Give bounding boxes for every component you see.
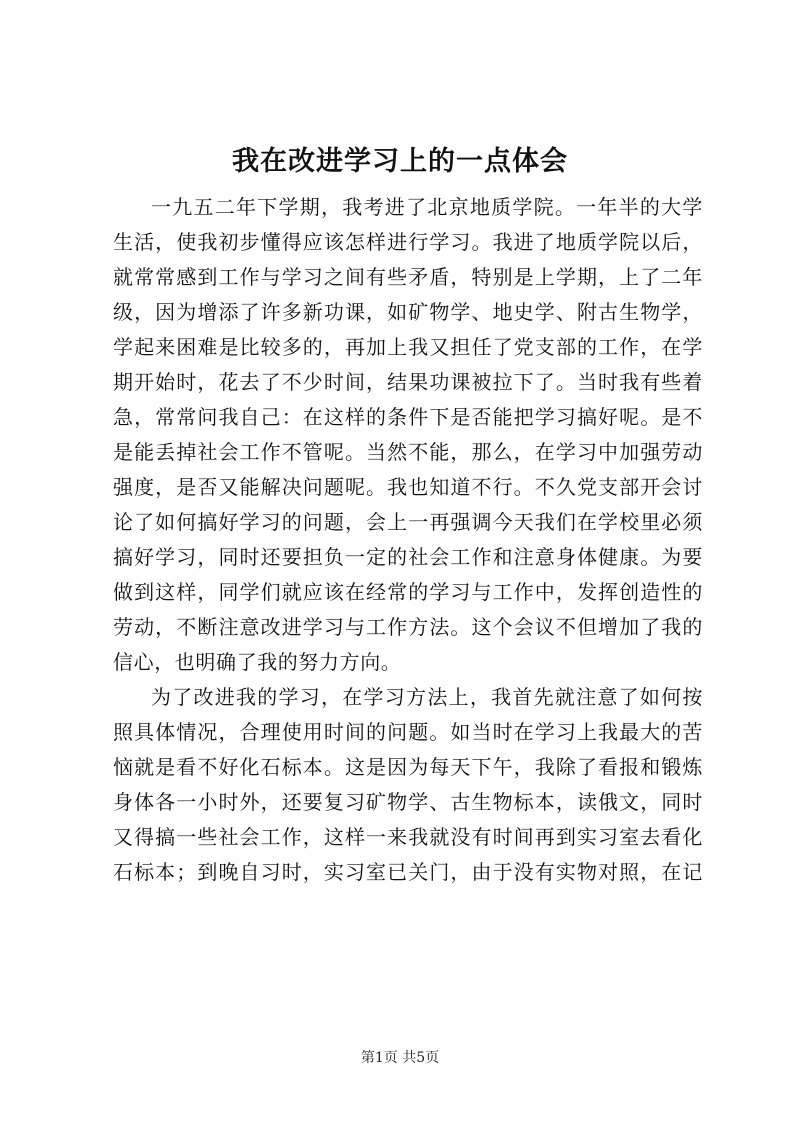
text-line: 身体各一小时外，还要复习矿物学、古生物标本，读俄文，同时 <box>113 790 703 814</box>
text-line: 学起来困难是比较多的，再加上我又担任了党支部的工作，在学 <box>113 335 703 359</box>
text-line: 做到这样，同学们就应该在经常的学习与工作中，发挥创造性的 <box>113 580 703 604</box>
text-line: 为了改进我的学习，在学习方法上，我首先就注意了如何按 <box>151 685 703 709</box>
text-line: 级，因为增添了许多新功课，如矿物学、地史学、附古生物学， <box>113 300 703 324</box>
text-line: 生活，使我初步懂得应该怎样进行学习。我进了地质学院以后， <box>113 230 703 254</box>
document-title: 我在改进学习上的一点体会 <box>232 146 568 177</box>
text-line: 恼就是看不好化石标本。这是因为每天下午，我除了看报和锻炼 <box>113 755 703 779</box>
text-line: 是能丢掉社会工作不管呢。当然不能，那么，在学习中加强劳动 <box>113 440 703 464</box>
text-line: 石标本；到晚自习时，实习室已关门，由于没有实物对照，在记 <box>113 860 703 884</box>
text-line: 信心，也明确了我的努力方向。 <box>113 650 402 674</box>
text-line: 就常常感到工作与学习之间有些矛盾，特别是上学期，上了二年 <box>113 265 703 289</box>
text-line: 照具体情况，合理使用时间的问题。如当时在学习上我最大的苦 <box>113 720 703 744</box>
document-body <box>113 190 703 890</box>
text-line: 期开始时，花去了不少时间，结果功课被拉下了。当时我有些着 <box>113 370 703 394</box>
text-line: 劳动，不断注意改进学习与工作方法。这个会议不但增加了我的 <box>113 615 703 639</box>
text-line: 一九五二年下学期，我考进了北京地质学院。一年半的大学 <box>151 195 703 219</box>
text-line: 急，常常问我自己：在这样的条件下是否能把学习搞好呢。是不 <box>113 405 703 429</box>
paragraph-1 <box>113 190 703 680</box>
text-line: 论了如何搞好学习的问题，会上一再强调今天我们在学校里必须 <box>113 510 703 534</box>
text-line: 搞好学习，同时还要担负一定的社会工作和注意身体健康。为要 <box>113 545 703 569</box>
text-line: 强度，是否又能解决问题呢。我也知道不行。不久党支部开会讨 <box>113 475 703 499</box>
page-footer: 第1页 共5页 <box>360 1050 440 1066</box>
paragraph-2 <box>113 680 703 890</box>
text-line: 又得搞一些社会工作，这样一来我就没有时间再到实习室去看化 <box>113 825 703 849</box>
